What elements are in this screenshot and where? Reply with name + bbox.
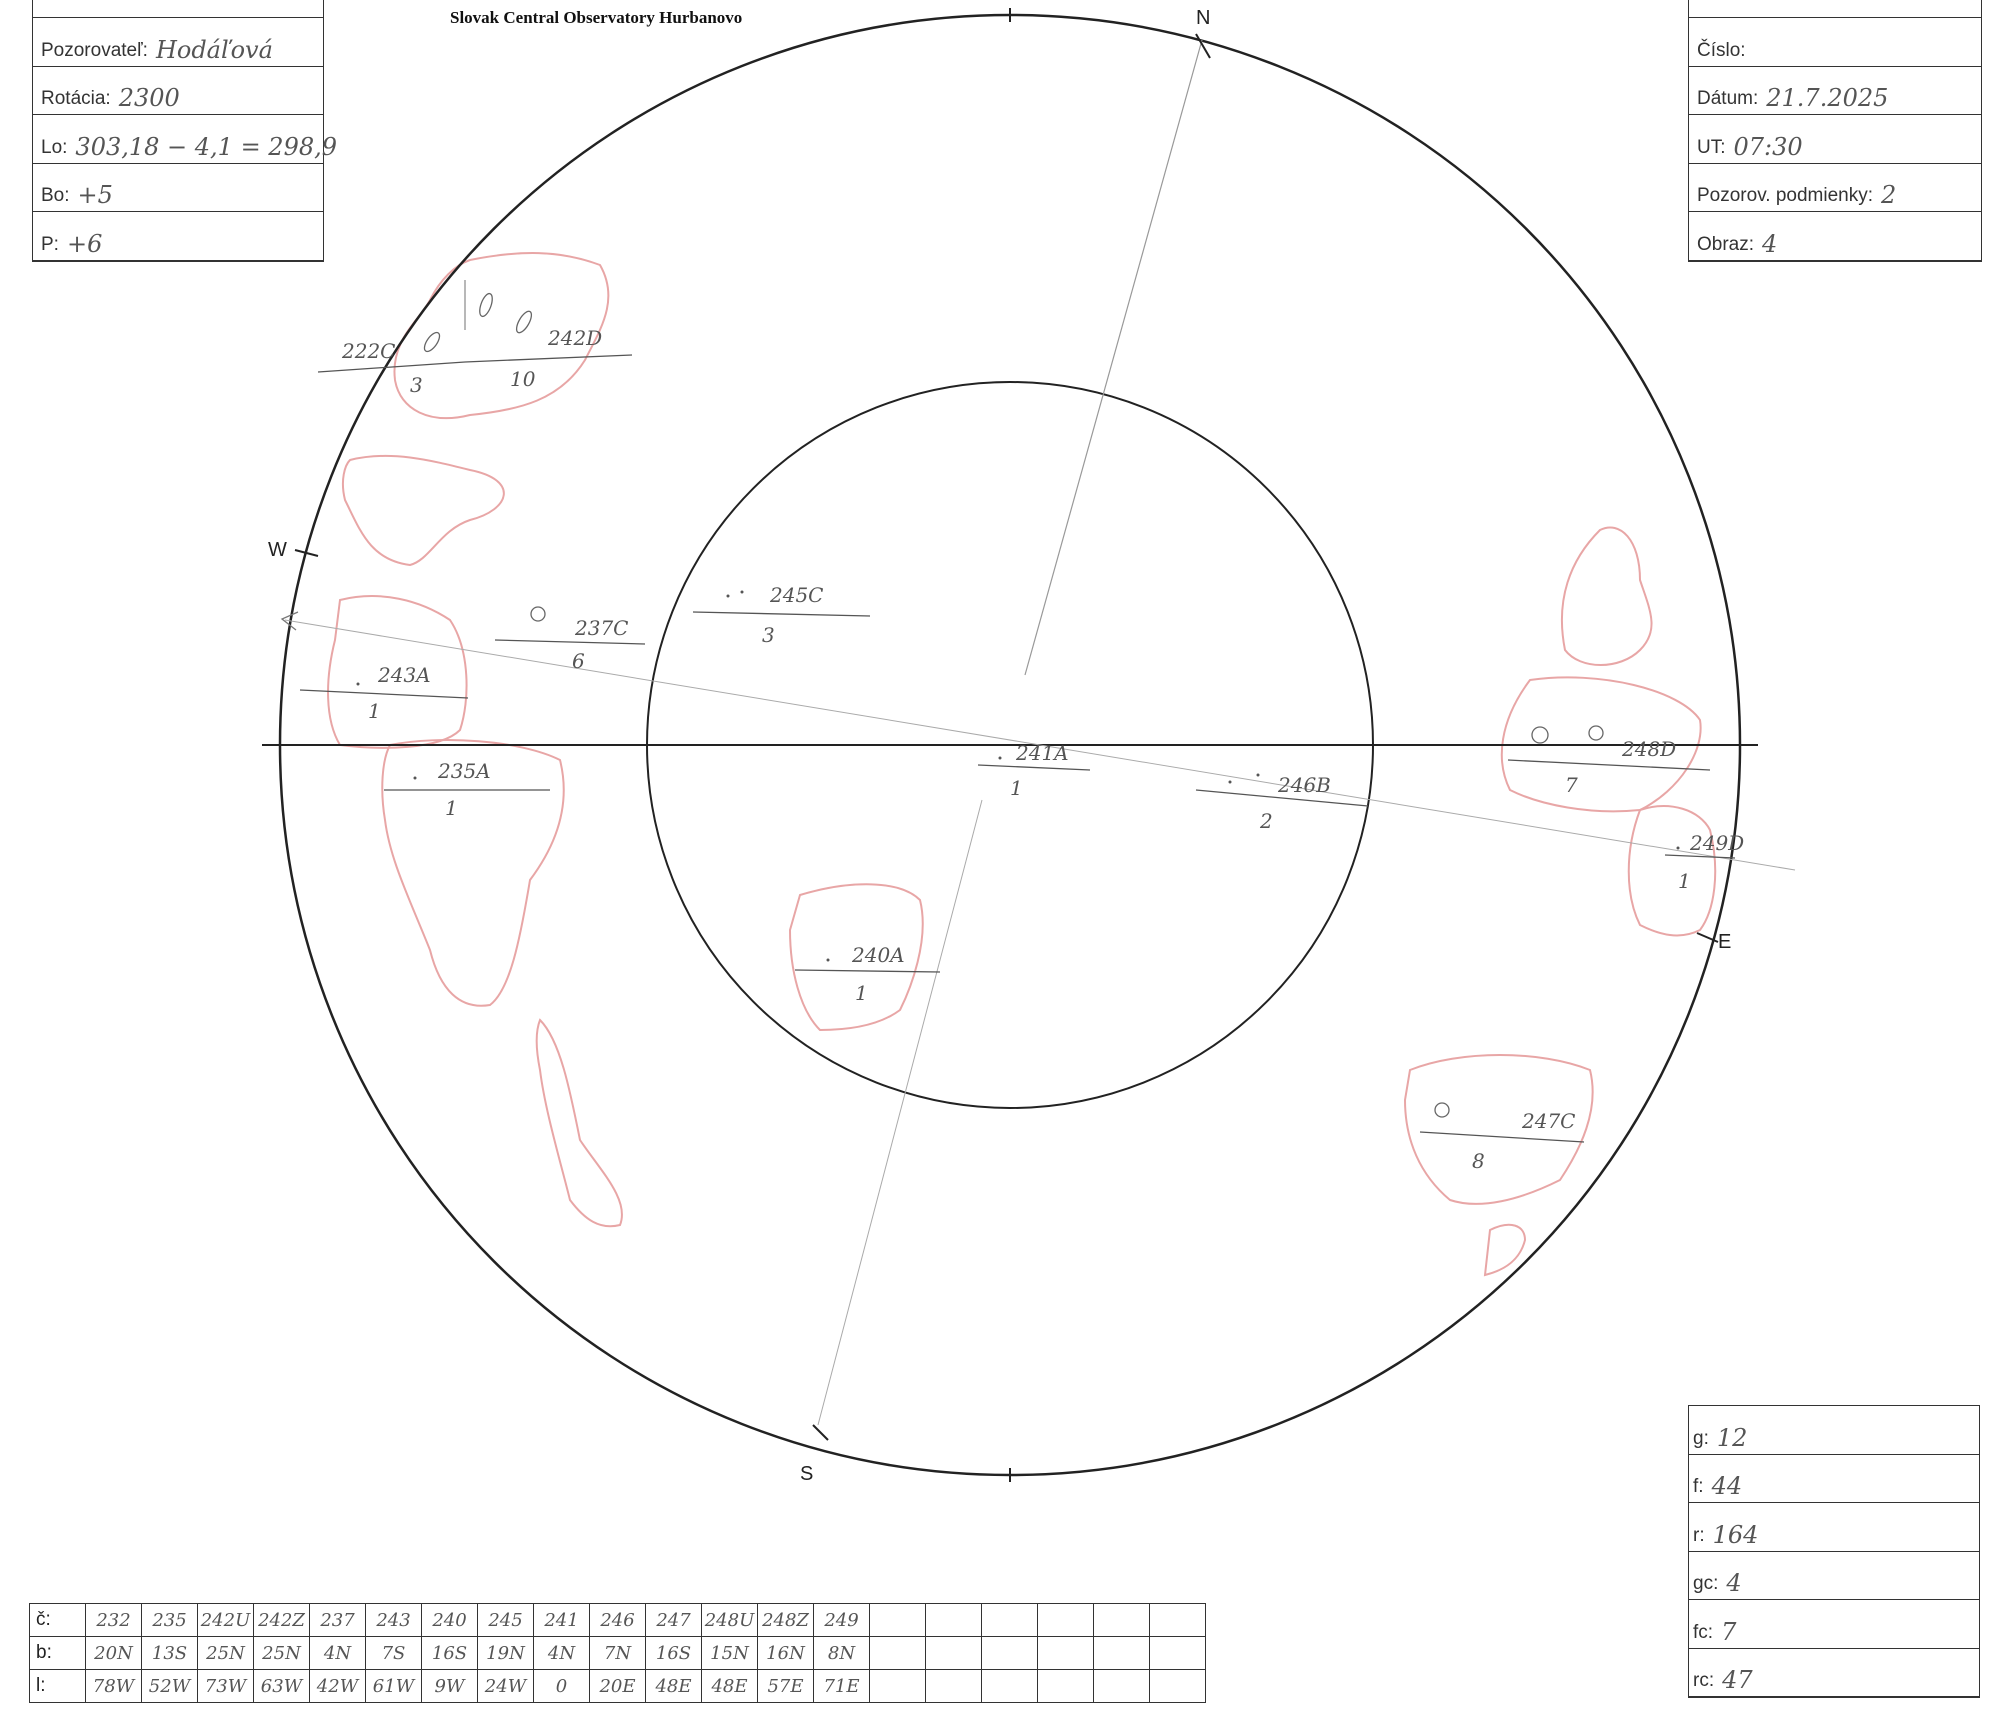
table-cell: 237 [310, 1604, 366, 1637]
table-cell [1038, 1637, 1094, 1670]
table-cell [982, 1670, 1038, 1703]
table-cell: 13S [142, 1637, 198, 1670]
table-cell: 248U [702, 1604, 758, 1637]
table-cell: 52W [142, 1670, 198, 1703]
sunspot-mark [1257, 774, 1260, 777]
g-label: g: [1693, 1427, 1709, 1449]
ut-row [1689, 115, 1981, 164]
table-row-c [30, 1604, 1206, 1637]
ut-value: 07:30 [1733, 132, 1803, 161]
f-label: f: [1693, 1476, 1704, 1497]
lo-value: 303,18 − 4,1 = 298,9 [75, 132, 338, 161]
group-label: 240A [852, 943, 905, 967]
table-row-b [30, 1637, 1206, 1670]
table-cell [1150, 1670, 1206, 1703]
sunspot-group [978, 741, 1090, 800]
image-row [1689, 212, 1981, 261]
group-count: 3 [762, 623, 775, 647]
rotation-label: Rotácia: [41, 88, 111, 109]
sunspot-group [318, 330, 465, 397]
direction-e-label: E [1718, 931, 1732, 953]
gc-row [1689, 1552, 1979, 1601]
observer-value: Hodáľová [155, 35, 273, 64]
group-count: 7 [1565, 773, 1578, 797]
sunspot-mark [999, 757, 1002, 760]
table-cell: 25N [198, 1637, 254, 1670]
group-label: 222C [342, 339, 396, 363]
rotation-axis [1025, 40, 1202, 675]
table-cell: 25N [254, 1637, 310, 1670]
table-cell [982, 1604, 1038, 1637]
sunspot-group [795, 943, 940, 1005]
table-cell: 9W [422, 1670, 478, 1703]
table-cell: 16S [422, 1637, 478, 1670]
table-cell: 57E [758, 1670, 814, 1703]
observer-info-form [32, 0, 338, 262]
number-row [1689, 18, 1981, 67]
group-count: 1 [1010, 776, 1023, 800]
table-cell [926, 1637, 982, 1670]
table-cell: 19N [478, 1637, 534, 1670]
table-cell: 0 [534, 1670, 590, 1703]
table-cell: 242Z [254, 1604, 310, 1637]
table-cell: 20E [590, 1670, 646, 1703]
table-cell: 48E [646, 1670, 702, 1703]
f-row [1689, 1455, 1979, 1504]
table-cell: 16N [758, 1637, 814, 1670]
direction-n-label: N [1196, 7, 1211, 29]
group-count: 8 [1472, 1149, 1485, 1173]
row-label-b: b: [30, 1637, 86, 1670]
facula-outline [1629, 806, 1715, 935]
date-label: Dátum: [1697, 88, 1759, 109]
group-label: 247C [1522, 1109, 1576, 1133]
group-label: 243A [378, 663, 431, 687]
table-cell: 240 [422, 1604, 478, 1637]
sunspot-group [495, 607, 645, 673]
g-value: 12 [1716, 1423, 1748, 1452]
table-cell [1150, 1637, 1206, 1670]
table-cell [1038, 1604, 1094, 1637]
table-cell: 63W [254, 1670, 310, 1703]
table-cell [870, 1637, 926, 1670]
table-cell: 249 [814, 1604, 870, 1637]
table-cell: 248Z [758, 1604, 814, 1637]
table-cell [870, 1670, 926, 1703]
fc-value: 7 [1721, 1617, 1737, 1646]
table-cell: 48E [702, 1670, 758, 1703]
r-value: 164 [1712, 1520, 1759, 1549]
bo-label: Bo: [41, 185, 70, 206]
table-cell: 7N [590, 1637, 646, 1670]
table-cell: 8N [814, 1637, 870, 1670]
table-cell [926, 1670, 982, 1703]
lo-label: Lo: [41, 136, 68, 158]
rotation-axis-lower [818, 800, 982, 1425]
rotation-row [33, 67, 323, 116]
group-label: 245C [770, 583, 824, 607]
table-cell: 4N [310, 1637, 366, 1670]
lo-row [33, 115, 338, 164]
s-tick [813, 1425, 828, 1440]
table-cell [1150, 1604, 1206, 1637]
group-count: 1 [1678, 869, 1691, 893]
group-label: 249D [1690, 831, 1745, 855]
group-label: 248D [1622, 737, 1677, 761]
date-row [1689, 67, 1981, 116]
table-cell: 235 [142, 1604, 198, 1637]
p-value: +6 [66, 229, 103, 258]
row-label-l: l: [30, 1670, 86, 1703]
number-label: Číslo: [1697, 39, 1746, 61]
facula-outline [537, 1020, 622, 1226]
table-cell: 71E [814, 1670, 870, 1703]
r-row [1689, 1503, 1979, 1552]
ut-label: UT: [1697, 136, 1726, 158]
table-cell: 15N [702, 1637, 758, 1670]
bo-row [33, 164, 323, 213]
table-cell: 7S [366, 1637, 422, 1670]
table-cell: 245 [478, 1604, 534, 1637]
table-cell: 24W [478, 1670, 534, 1703]
table-cell: 78W [86, 1670, 142, 1703]
observer-label: Pozorovateľ: [41, 39, 148, 61]
group-count: 6 [572, 649, 585, 673]
fc-label: fc: [1693, 1621, 1714, 1643]
sunspot-group [1420, 1103, 1584, 1173]
sunspot-group [1665, 831, 1744, 893]
sunspot-mark [1677, 847, 1680, 850]
p-row [33, 212, 323, 261]
p-label: P: [41, 233, 59, 255]
group-count: 1 [855, 981, 868, 1005]
table-cell [870, 1604, 926, 1637]
table-cell: 232 [86, 1604, 142, 1637]
table-cell: 241 [534, 1604, 590, 1637]
f-value: 44 [1711, 1472, 1743, 1500]
gc-value: 4 [1726, 1569, 1742, 1597]
r-label: r: [1693, 1524, 1705, 1546]
observation-info-form [1688, 0, 1982, 262]
rc-label: rc: [1693, 1670, 1715, 1691]
table-cell: 4N [534, 1637, 590, 1670]
table-cell: 42W [310, 1670, 366, 1703]
table-cell: 242U [198, 1604, 254, 1637]
group-label: 237C [575, 616, 629, 640]
table-cell [1094, 1604, 1150, 1637]
group-count: 2 [1260, 809, 1273, 833]
table-cell: 73W [198, 1670, 254, 1703]
group-label: 235A [438, 759, 491, 783]
sunspot-mark [414, 777, 417, 780]
sunspot-mark [727, 595, 730, 598]
date-value: 21.7.2025 [1766, 84, 1889, 112]
facula-outline [1562, 527, 1652, 665]
form-row-top [33, 0, 323, 18]
direction-w-label: W [268, 539, 287, 561]
image-label: Obraz: [1697, 233, 1755, 255]
table-cell [926, 1604, 982, 1637]
bo-value: +5 [77, 181, 113, 209]
table-cell: 20N [86, 1637, 142, 1670]
facula-outline [343, 456, 504, 565]
page-title: Slovak Central Observatory Hurbanovo [450, 8, 743, 27]
observer-row [33, 18, 323, 67]
group-count: 10 [510, 367, 536, 391]
sunspot-mark [1435, 1103, 1449, 1117]
group-label: 241A [1016, 741, 1069, 765]
g-row [1689, 1406, 1979, 1455]
sunspot-group [384, 759, 550, 820]
sunspot-mark [1589, 726, 1603, 740]
conditions-row [1689, 164, 1981, 213]
table-cell [1094, 1670, 1150, 1703]
sunspot-mark [514, 309, 535, 335]
sunspot-mark [1229, 781, 1232, 784]
group-count: 1 [445, 796, 458, 820]
conditions-value: 2 [1881, 181, 1897, 209]
sunspot-mark [422, 330, 443, 354]
sunspot-group [693, 583, 870, 647]
groups-table [29, 1603, 1206, 1703]
sunspot-mark [827, 959, 830, 962]
fc-row [1689, 1600, 1979, 1649]
group-label: 246B [1278, 773, 1331, 797]
sunspot-group [300, 663, 468, 723]
counts-form [1688, 1405, 1980, 1698]
sunspot-group [1508, 726, 1710, 797]
form-row-top [1689, 0, 1981, 18]
row-label-c: č: [30, 1604, 86, 1637]
sunspot-mark [357, 683, 360, 686]
sunspot-mark [1532, 727, 1548, 743]
table-cell: 247 [646, 1604, 702, 1637]
image-value: 4 [1762, 229, 1778, 258]
group-label: 242D [548, 326, 603, 350]
table-cell: 243 [366, 1604, 422, 1637]
rotation-value: 2300 [118, 84, 180, 112]
sunspot-mark [741, 591, 744, 594]
table-cell: 16S [646, 1637, 702, 1670]
conditions-label: Pozorov. podmienky: [1697, 185, 1874, 206]
group-count: 3 [410, 373, 423, 397]
rc-value: 47 [1722, 1666, 1753, 1694]
table-cell: 246 [590, 1604, 646, 1637]
table-cell: 61W [366, 1670, 422, 1703]
sunspot-mark [531, 607, 545, 621]
gc-label: gc: [1693, 1573, 1719, 1594]
table-row-l [30, 1670, 1206, 1703]
sunspot-mark [477, 292, 495, 318]
group-count: 1 [368, 699, 381, 723]
sunspot-group [1196, 773, 1368, 833]
direction-s-label: S [800, 1463, 814, 1485]
table-cell [982, 1637, 1038, 1670]
table-cell [1094, 1637, 1150, 1670]
table-cell [1038, 1670, 1094, 1703]
rc-row [1689, 1649, 1979, 1698]
